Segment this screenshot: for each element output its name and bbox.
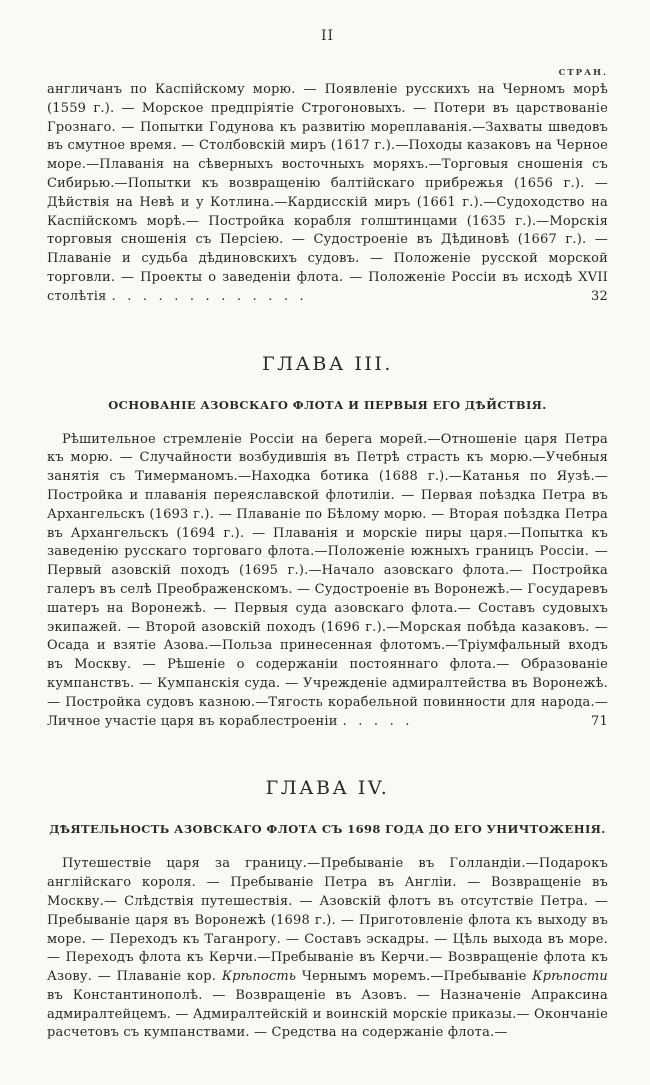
- folio-page-number: II: [320, 28, 335, 44]
- toc-entry-text: въ Константинополѣ. — Возвращеніе въ Азовъ. — Назначеніе Апраксина адмиралтейцемъ. — Адмиралтейскій и воинскій морскіе приказы.— Окончаніе расчетовъ съ кумпанствами. — Средства на содержаніе флота.—: [47, 987, 608, 1041]
- toc-entry-text: Рѣшительное стремленіе Россіи на берега морей.—Отношеніе царя Петра къ морю. — Случайности возбудившія въ Петрѣ страсть къ морю.—Учебныя занятія съ Тимерманомъ.—Находка ботика (1688 г.).—Катанья по Яузѣ.— Постройка и плаванія переяславской флотиліи. — Первая поѣздка Петра въ Архангельскъ (1693 г.). — Плаваніе по Бѣлому морю. — Вторая поѣздка Петра въ Архангельскъ (1694 г.). — Плаванія и морскіе пиры царя.—Попытка къ заведенію русскаго торговаго флота.—Положеніе южныхъ границъ Россіи. — Первый азовскій походъ (1695 г.).—Начало азовскаго флота.— Постройка галеръ въ селѣ Преображенскомъ. — Судостроеніе въ Воронежѣ.— Государевъ шатеръ на Воронежѣ. — Первыя суда азовскаго флота.— Составъ судовыхъ экипажей. — Второй азовскій походъ (1696 г.).—Морская побѣда казаковъ. — Осада и взятіе Азова.—Польза принесенная флотомъ.—Тріумфальный входъ въ Москву. — Рѣшеніе о содержаніи постояннаго флота.— Образованіе кумпанствъ. — Кумпанскія суда. — Учрежденіе адмиралтейства въ Воронежѣ. — Постройка судовъ казною.—Тягость корабельной повинности для народа.—Личное участіе царя въ кораблестроеніи: [47, 431, 608, 729]
- chapter-4-subtitle: ДѢЯТЕЛЬНОСТЬ АЗОВСКАГО ФЛОТА СЪ 1698 ГОДА ДО ЕГО УНИЧТОЖЕНІЯ.: [49, 822, 606, 837]
- toc-entry-chapter-2-continuation: [47, 81, 608, 307]
- toc-entry-chapter-3: [47, 431, 608, 732]
- leader-dots: . . . . . . . . . . . . .: [111, 288, 304, 304]
- toc-entry-chapter-4: [47, 855, 608, 1043]
- toc-entry-text: Чернымъ моремъ.—Пребываніе: [296, 969, 533, 985]
- page-ref-number: 32: [591, 288, 608, 304]
- ship-name-krepost-italic: Крѣпость: [221, 969, 297, 985]
- toc-entry-text: Путешествіе царя за границу.—Пребываніе въ Голландіи.—Подарокъ англійскаго короля. — Пребываніе Петра въ Англіи. — Возвращеніе въ Москву.— Слѣдствія путешествія. — Азовскій флотъ въ отсутствіе Петра. — Пребываніе царя въ Воронежѣ (1698 г.). — Приготовленіе флота къ выходу въ море. — Переходъ къ Таганрогу. — Составъ эскадры. — Цѣль выхода въ море. — Переходъ флота къ Керчи.—Пребываніе въ Керчи.— Возвращеніе флота къ Азову. — Плаваніе кор.: [47, 856, 608, 985]
- leader-dots: . . . . .: [342, 713, 410, 729]
- chapter-3-heading: ГЛАВА III.: [262, 352, 393, 375]
- ship-name-krepost-italic: Крѣпости: [532, 969, 608, 985]
- page-ref-number: 71: [591, 713, 608, 729]
- chapter-4-heading: ГЛАВА IV.: [265, 777, 390, 800]
- chapter-3-subtitle: ОСНОВАНІЕ АЗОВСКАГО ФЛОТА И ПЕРВЫЯ ЕГО ДѢЙСТВІЯ.: [108, 397, 547, 412]
- page-column-header: СТРАН.: [558, 68, 608, 78]
- toc-entry-text: англичанъ по Каспійскому морю. — Появленіе русскихъ на Черномъ морѣ (1559 г.). — Морское предпріятіе Строгоновыхъ. — Потери въ царствованіе Грознаго. — Попытки Годунова къ развитію мореплаванія.—Захваты шведовъ въ смутное время. — Столбовскій миръ (1617 г.).—Походы казаковъ на Черное море.—Плаванія на сѣверныхъ восточныхъ моряхъ.—Торговыя сношенія съ Сибирью.—Попытки къ возвращенію балтійскаго прибрежья (1656 г.). — Дѣйствія на Невѣ и у Котлина.—Кардисскій миръ (1661 г.).—Судоходство на Каспійскомъ морѣ.— Постройка корабля голштинцами (1635 г.).—Морскія торговыя сношенія съ Персіею. — Судостроеніе въ Дѣдиновѣ (1667 г.). — Плаваніе и судьба дѣдиновскихъ судовъ. — Положеніе русской морской торговли. — Проекты о заведеніи флота. — Положеніе Россіи въ исходѣ XVII столѣтія: [47, 82, 608, 304]
